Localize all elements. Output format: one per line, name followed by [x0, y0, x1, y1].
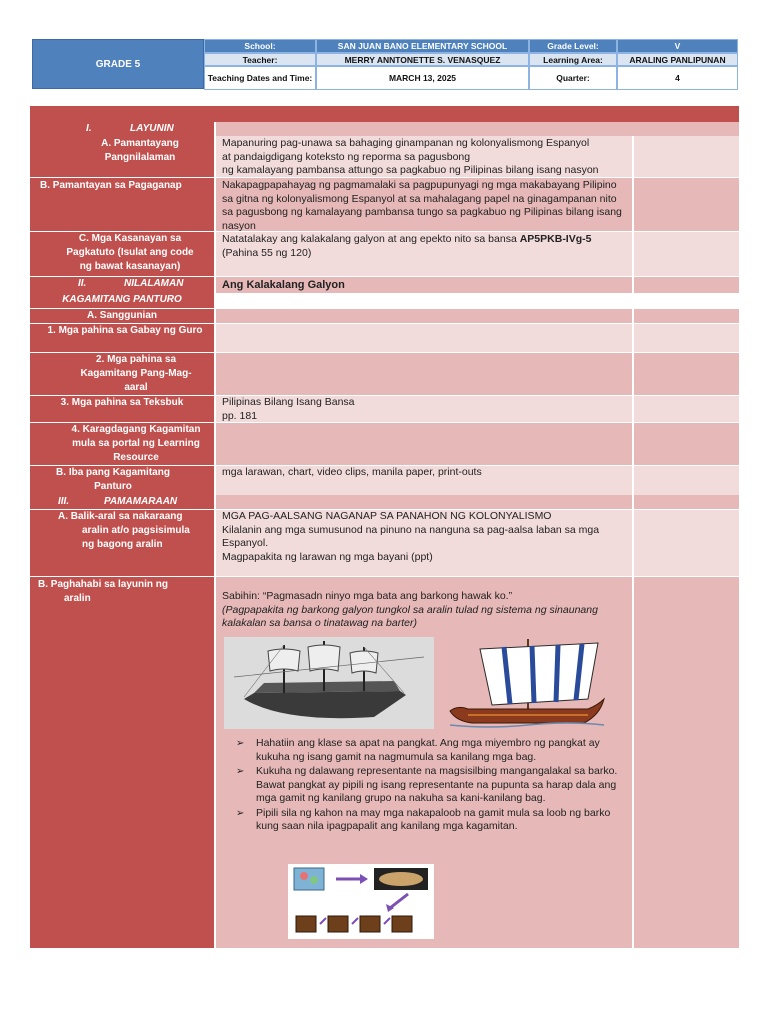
teacher-label: Teacher:	[204, 53, 316, 66]
kagamitang-mag-aaral-label: 2. Mga pahina sa Kagamitang Pang-Mag-aaral	[30, 353, 214, 395]
paghahabi-note: (Pagpapakita ng barkong galyon tungkol sa aralin tulad ng sistema ng sinaunang kalakalan sa bansa o tinatawag na barter)	[222, 603, 598, 629]
galleon-image	[224, 637, 434, 729]
layunin-content	[216, 122, 739, 136]
galleon-illustration	[224, 637, 434, 729]
iba-pang-kagamitan-label: B. Iba pang Kagamitang Panturo	[30, 466, 214, 495]
pamantayang-pangnilalaman-side	[634, 136, 739, 177]
sanggunian-side	[634, 309, 739, 323]
balik-aral-content	[216, 510, 632, 576]
nilalaman-side	[634, 277, 739, 293]
gabay-guro-label: 1. Mga pahina sa Gabay ng Guro	[30, 324, 214, 352]
balik-aral-text-2: Magpapakita ng larawan ng mga bayani (ppt)	[222, 550, 433, 563]
sailboat-image	[448, 635, 606, 731]
teksbuk-side	[634, 396, 739, 422]
nilalaman-title: NILALAMAN	[124, 278, 184, 289]
dates-value: MARCH 13, 2025	[316, 66, 529, 90]
pamantayan-sa-paganap-content: Nakapagpapahayag ng pagmamalaki sa pagpupunyagi ng mga makabayang Pilipino sa gitna ng kolonyalismong Espanyol at sa mahalagang papel na ginagampanan nito sa pagusbong ng kamalayang pambansa tungo sa pagkabuo ng Pilipinas bilang isang nasyon	[216, 178, 632, 231]
bullet-text: Kukuha ng dalawang representante na magsisilbing mangangalakal sa barko. Bawat pangkat ay pipili ng isang representante na pupunta sa harap dala ang mga gamit ng kanilang grupo na nakuha sa kani-kanilang bag.	[256, 765, 618, 804]
bullet-item	[232, 807, 622, 834]
nilalaman-label	[30, 277, 214, 293]
pamamaraan-num: III.	[58, 496, 70, 507]
bullet-item	[232, 765, 622, 806]
portal-side	[634, 423, 739, 465]
pamantayan-sa-paganap-label: B. Pamantayan sa Pagaganap	[30, 178, 214, 231]
gabay-guro-content	[216, 324, 632, 352]
grade-label: GRADE 5	[95, 58, 141, 70]
iba-pang-kagamitan-content: mga larawan, chart, video clips, manila paper, print-outs	[216, 466, 632, 495]
teacher-value: MERRY ANNTONETTE S. VENASQUEZ	[316, 53, 529, 66]
pp-line-2: at pandaigdigang koteksto ng reporma sa pagusbong	[222, 150, 471, 163]
kasanayan-code: AP5PKB-IVg-5	[519, 233, 592, 245]
teksbuk-line-1: Pilipinas Bilang Isang Bansa	[222, 396, 355, 408]
pamamaraan-content	[216, 495, 632, 509]
sanggunian-content	[216, 309, 632, 323]
pamantayan-sa-paganap-side	[634, 178, 739, 231]
quarter-value: 4	[617, 66, 738, 90]
layunin-title: LAYUNIN	[130, 123, 174, 134]
portal-label: 4. Karagdagang Kagamitan mula sa portal ng Learning Resource	[30, 423, 214, 465]
sailboat-illustration	[448, 635, 606, 731]
sanggunian-label: A. Sanggunian	[30, 309, 214, 323]
grade-level-value: V	[617, 39, 738, 53]
balik-aral-side	[634, 510, 739, 576]
school-value: SAN JUAN BANO ELEMENTARY SCHOOL	[316, 39, 529, 53]
quarter-label: Quarter:	[529, 66, 617, 90]
gabay-guro-side	[634, 324, 739, 352]
dates-label: Teaching Dates and Time:	[204, 66, 316, 90]
iba-pang-kagamitan-side	[634, 466, 739, 495]
paghahabi-bullets	[232, 737, 622, 835]
bullet-text: Hahatiin ang klase sa apat na pangkat. Ang mga miyembro ng pangkat ay kukuha ng isang gamit na nagmumula sa kanilang mga bag.	[256, 737, 600, 763]
paghahabi-side	[634, 577, 739, 948]
learning-area-label: Learning Area:	[529, 53, 617, 66]
layunin-label	[30, 122, 214, 136]
kagamitang-panturo-label: KAGAMITANG PANTURO	[30, 293, 214, 308]
kasanayan-side	[634, 232, 739, 276]
pamantayang-pangnilalaman-content	[216, 136, 632, 177]
kagamitang-mag-aaral-side	[634, 353, 739, 395]
teksbuk-content	[216, 396, 632, 422]
kagamitang-mag-aaral-content	[216, 353, 632, 395]
paghahabi-sabihin: Sabihin: “Pagmasadn ninyo mga bata ang barkong hawak ko.”	[222, 590, 513, 602]
trade-diagram-illustration	[288, 864, 434, 939]
grade-level-label: Grade Level:	[529, 39, 617, 53]
pamamaraan-label	[30, 495, 214, 509]
pp-line-1: Mapanuring pag-unawa sa bahaging ginampanan ng kolonyalismong Espanyol	[222, 137, 590, 149]
balik-aral-heading: MGA PAG-AALSANG NAGANAP SA PANAHON NG KOLONYALISMO	[222, 510, 552, 522]
teksbuk-line-2: pp. 181	[222, 409, 258, 422]
paghahabi-content	[216, 577, 632, 948]
bullet-text: Pipili sila ng kahon na may mga nakapaloob na gamit mula sa loob ng barko kung saan nila ipagpapalit ang kanilang mga kagamitan.	[256, 806, 611, 832]
treasure-chests	[296, 916, 412, 932]
arrow-bullet-icon: ➢	[236, 807, 245, 819]
paghahabi-label: B. Paghahabi sa layunin ng aralin	[30, 577, 214, 948]
pamamaraan-side	[634, 495, 739, 509]
nilalaman-content	[216, 277, 632, 293]
balik-aral-label: A. Balik-aral sa nakaraang aralin at/o pagsisimula ng bagong aralin	[30, 510, 214, 576]
pamamaraan-title: PAMAMARAAN	[104, 496, 178, 507]
school-label: School:	[204, 39, 316, 53]
layunin-num: I.	[86, 123, 92, 134]
kasanayan-label: C. Mga Kasanayan sa Pagkatuto (Isulat ang code ng bawat kasanayan)	[30, 232, 214, 276]
bullet-item	[232, 737, 622, 764]
learning-area-value: ARALING PANLIPUNAN	[617, 53, 738, 66]
balik-aral-text-1: Kilalanin ang mga sumusunod na pinuno na nanguna sa pag-aalsa laban sa mga Espanyol.	[222, 523, 600, 549]
trade-diagram-image	[288, 864, 434, 939]
pamantayang-pangnilalaman-label: A. Pamantayang Pangnilalaman	[30, 136, 214, 177]
arrow-bullet-icon: ➢	[236, 738, 245, 749]
table-top-band	[30, 106, 739, 122]
arrow-bullet-icon: ➢	[236, 766, 245, 777]
teksbuk-label: 3. Mga pahina sa Teksbuk	[30, 396, 214, 422]
nilalaman-value: Ang Kalakalang Galyon	[222, 279, 345, 291]
pp-line-3: ng kamalayang pambansa attungo sa pagkabuo ng Pilipinas bilang isang nasyon	[222, 164, 599, 176]
grade-cell	[32, 39, 204, 89]
kasanayan-text: Natatalakay ang kalakalang galyon at ang epekto nito sa bansa	[222, 233, 517, 245]
portal-content	[216, 423, 632, 465]
kasanayan-content	[216, 232, 632, 276]
nilalaman-num: II.	[78, 278, 87, 289]
kasanayan-ref: (Pahina 55 ng 120)	[222, 246, 312, 259]
